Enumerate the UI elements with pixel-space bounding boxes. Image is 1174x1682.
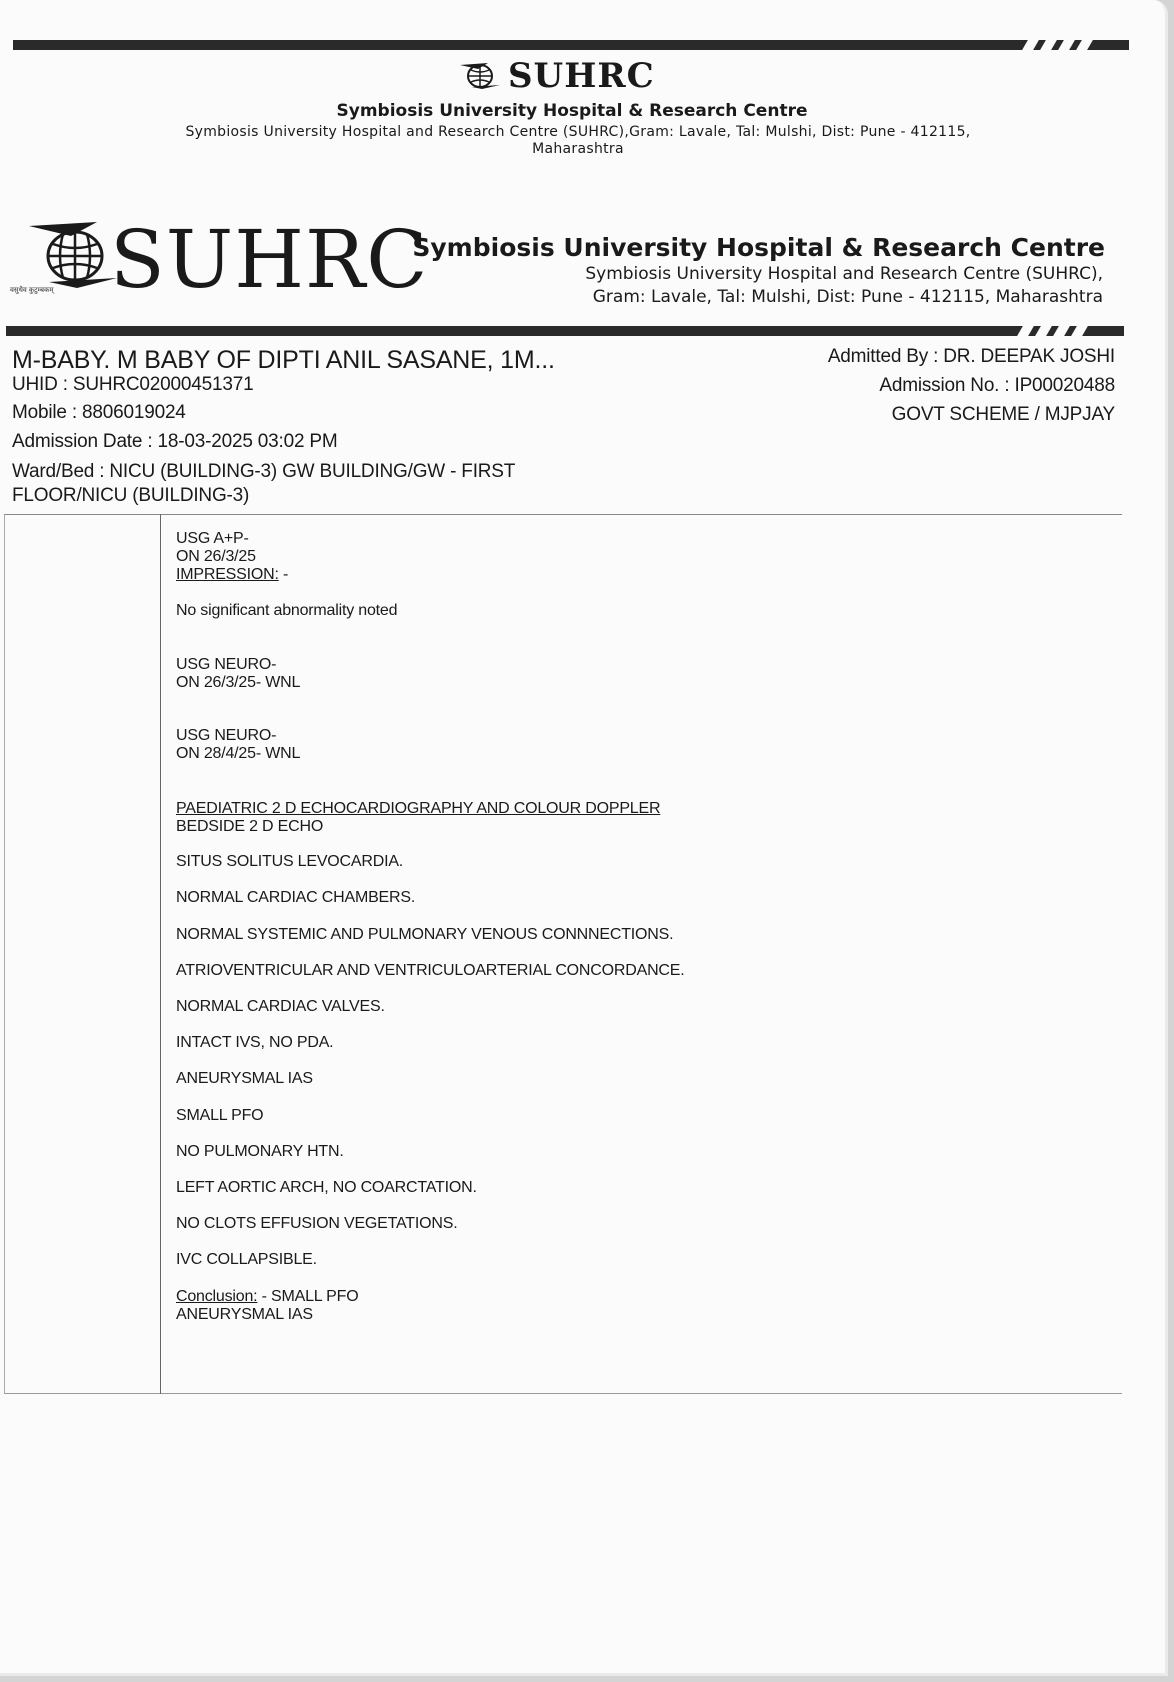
finding-line: SMALL PFO xyxy=(176,1107,264,1124)
finding-line: INTACT IVS, NO PDA. xyxy=(176,1034,334,1051)
impression-line xyxy=(176,566,288,583)
header-main-bar xyxy=(6,326,1124,336)
admitted-by: Admitted By : DR. DEEPAK JOSHI xyxy=(827,346,1115,367)
usg-ap-heading: USG A+P- xyxy=(176,530,249,547)
admission-date: Admission Date : 18-03-2025 03:02 PM xyxy=(12,431,338,452)
finding-line: NO PULMONARY HTN. xyxy=(176,1143,344,1160)
address-line: Symbiosis University Hospital and Research Centre (SUHRC),Gram: Lavale, Tal: Mulshi, Dist: Pune - 412115, xyxy=(185,124,971,140)
patient-mobile: Mobile : 8806019024 xyxy=(12,402,186,423)
impression-label: IMPRESSION: xyxy=(176,566,279,583)
conclusion-text: - SMALL PFO xyxy=(257,1288,359,1305)
hospital-address-large-2: Gram: Lavale, Tal: Mulshi, Dist: Pune - 412115, Maharashtra xyxy=(592,287,1103,307)
impression-suffix: - xyxy=(278,566,289,583)
conclusion-text-2: ANEURYSMAL IAS xyxy=(176,1306,313,1323)
conclusion-line xyxy=(176,1288,358,1305)
impression-text: No significant abnormality noted xyxy=(176,602,398,619)
logo-text-small: SUHRC xyxy=(508,56,655,96)
logo-text-large: SUHRC xyxy=(110,213,429,306)
finding-line: ATRIOVENTRICULAR AND VENTRICULOARTERIAL CONCORDANCE. xyxy=(176,962,685,979)
ward-bed-line-1: Ward/Bed : NICU (BUILDING-3) GW BUILDING/GW - FIRST xyxy=(12,461,516,482)
admission-number: Admission No. : IP00020488 xyxy=(879,375,1115,396)
patient-name: M-BABY. M BABY OF DIPTI ANIL SASANE, 1M... xyxy=(12,346,555,374)
ward-bed-line-2: FLOOR/NICU (BUILDING-3) xyxy=(12,485,250,506)
usg-neuro-1-heading: USG NEURO- xyxy=(176,656,277,673)
logo-tagline: वसुधैव कुटुम्बकम् xyxy=(10,287,54,294)
finding-line: LEFT AORTIC ARCH, NO COARCTATION. xyxy=(176,1179,477,1196)
finding-line: NO CLOTS EFFUSION VEGETATIONS. xyxy=(176,1215,458,1232)
header-top-bar xyxy=(13,40,1129,50)
conclusion-label: Conclusion: xyxy=(176,1288,258,1305)
finding-line: IVC COLLAPSIBLE. xyxy=(176,1251,317,1268)
finding-line: NORMAL CARDIAC CHAMBERS. xyxy=(176,889,416,906)
finding-line: NORMAL SYSTEMIC AND PULMONARY VENOUS CONNNECTIONS. xyxy=(176,926,674,943)
hospital-name-small: Symbiosis University Hospital & Research Centre xyxy=(336,101,808,121)
patient-uhid: UHID : SUHRC02000451371 xyxy=(12,374,254,395)
echo-subtitle: BEDSIDE 2 D ECHO xyxy=(176,818,324,835)
globe-logo-large-icon xyxy=(27,220,119,290)
govt-scheme: GOVT SCHEME / MJPJAY xyxy=(891,404,1115,425)
finding-line: NORMAL CARDIAC VALVES. xyxy=(176,998,385,1015)
finding-line: SITUS SOLITUS LEVOCARDIA. xyxy=(176,853,404,870)
address-state: Maharashtra xyxy=(532,141,624,157)
usg-neuro-2-result: ON 28/4/25- WNL xyxy=(176,745,301,762)
usg-neuro-2-heading: USG NEURO- xyxy=(176,727,277,744)
hospital-address-large-1: Symbiosis University Hospital and Research Centre (SUHRC), xyxy=(585,264,1103,284)
suhrc-logo-small xyxy=(458,56,655,96)
finding-line: ANEURYSMAL IAS xyxy=(176,1070,313,1087)
hospital-address-small xyxy=(30,124,1126,158)
globe-logo-icon xyxy=(458,61,502,91)
usg-neuro-1-result: ON 26/3/25- WNL xyxy=(176,674,301,691)
hospital-name-large: Symbiosis University Hospital & Research Centre xyxy=(412,233,1105,262)
usg-ap-date: ON 26/3/25 xyxy=(176,548,256,565)
report-column-divider xyxy=(160,514,161,1394)
echo-title: PAEDIATRIC 2 D ECHOCARDIOGRAPHY AND COLOUR DOPPLER xyxy=(176,800,661,817)
report-box xyxy=(4,514,1122,1394)
